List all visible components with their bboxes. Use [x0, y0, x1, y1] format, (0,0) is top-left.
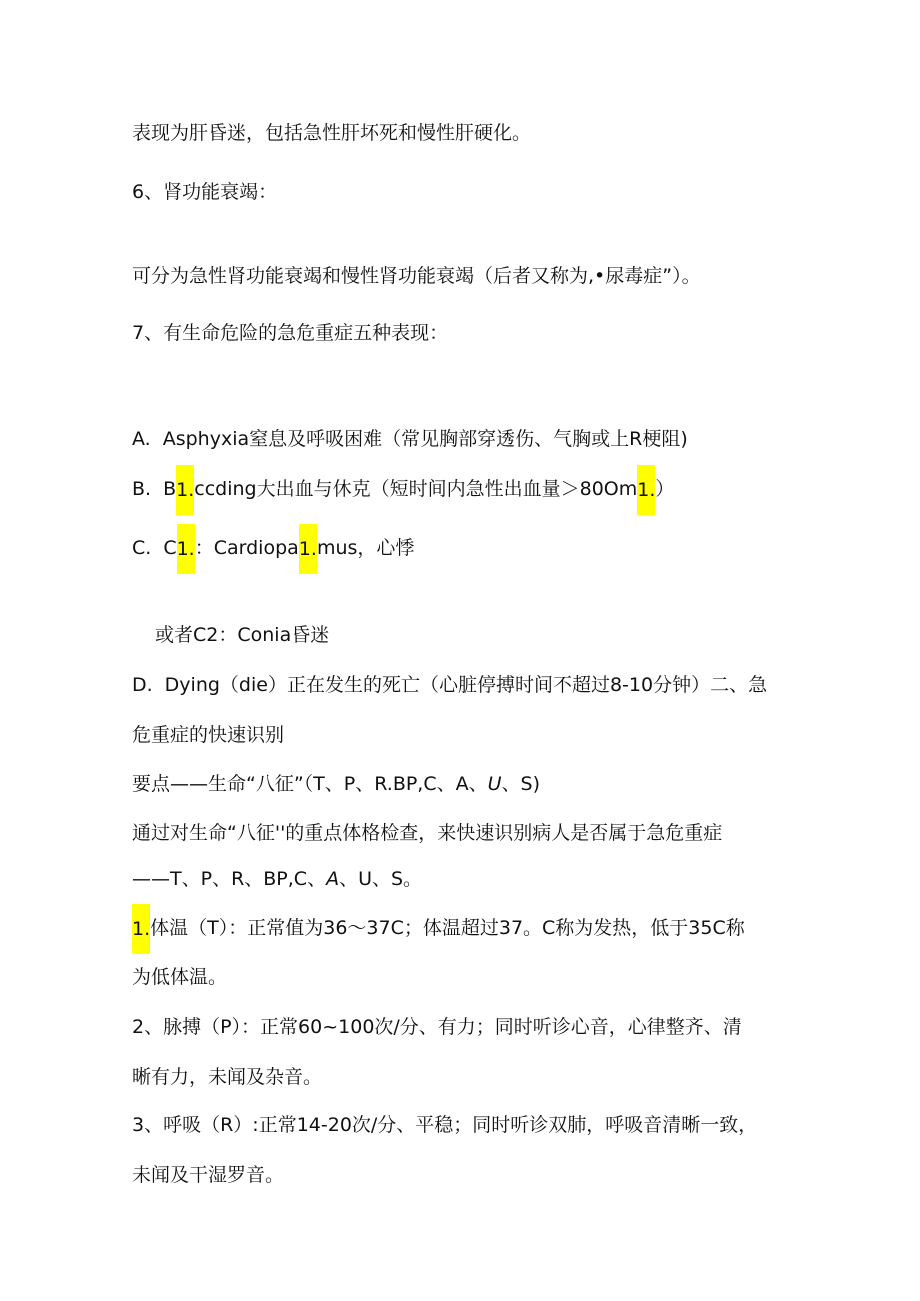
text-line-eight-signs: 要点——生命“八征”（T、P、R.BP,C、A、U、S) — [132, 773, 541, 795]
list-item-d: D. Dying（die）正在发生的死亡（心脏停搏时间不超过8-10分钟）二、急 — [132, 674, 768, 696]
text-line-pulse: 2、脉搏（P）：正常60~100次/分、有力；同时听诊心音，心律整齐、清 — [132, 1016, 742, 1038]
text-line-pulse-cont: 晰有力，未闻及杂音。 — [132, 1066, 323, 1088]
highlight-mark: 1. — [637, 465, 655, 515]
text-line-liver-coma: 表现为肝昏迷，包括急性肝坏死和慢性肝硬化。 — [132, 122, 532, 144]
text-line-respiration: 3、呼吸（R）:正常14-20次/分、平稳；同时听诊双肺，呼吸音清晰一致， — [132, 1114, 758, 1136]
text-line-respiration-cont: 未闻及干湿罗音。 — [132, 1164, 285, 1186]
text-line-exam: 通过对生命“八征''的重点体格检查，来快速识别病人是否属于急危重症 — [132, 822, 723, 844]
list-item-b: B. B1.ccding大出血与休克（短时间内急性出血量＞80Om1.） — [132, 477, 674, 502]
text-line-sign-list: ——T、P、R、BP,C、A、U、S。 — [132, 868, 423, 890]
highlight-mark: 1. — [299, 524, 317, 574]
heading-rapid-identification: 危重症的快速识别 — [132, 724, 285, 746]
text-line-temperature-cont: 为低体温。 — [132, 966, 228, 988]
text-line-temperature: 1.体温（T）：正常值为36～37C；体温超过37。C称为发热，低于35C称 — [132, 916, 745, 941]
list-item-c: C. C1.：Cardiopa1.mus，心悸 — [132, 536, 414, 561]
highlight-mark: 1. — [132, 904, 150, 954]
text-line-renal-types: 可分为急性肾功能衰竭和慢性肾功能衰竭（后者又称为,•尿毒症”）。 — [132, 265, 701, 287]
heading-renal-failure: 6、肾功能衰竭： — [132, 181, 278, 203]
heading-five-signs: 7、有生命危险的急危重症五种表现： — [132, 322, 449, 344]
highlight-mark: 1. — [176, 465, 194, 515]
list-item-a: A. Asphyxia窒息及呼吸困难（常见胸部穿透伤、气胸或上R梗阻) — [132, 428, 688, 450]
list-item-c2: 或者C2：Conia昏迷 — [155, 624, 330, 646]
highlight-mark: 1. — [177, 524, 195, 574]
